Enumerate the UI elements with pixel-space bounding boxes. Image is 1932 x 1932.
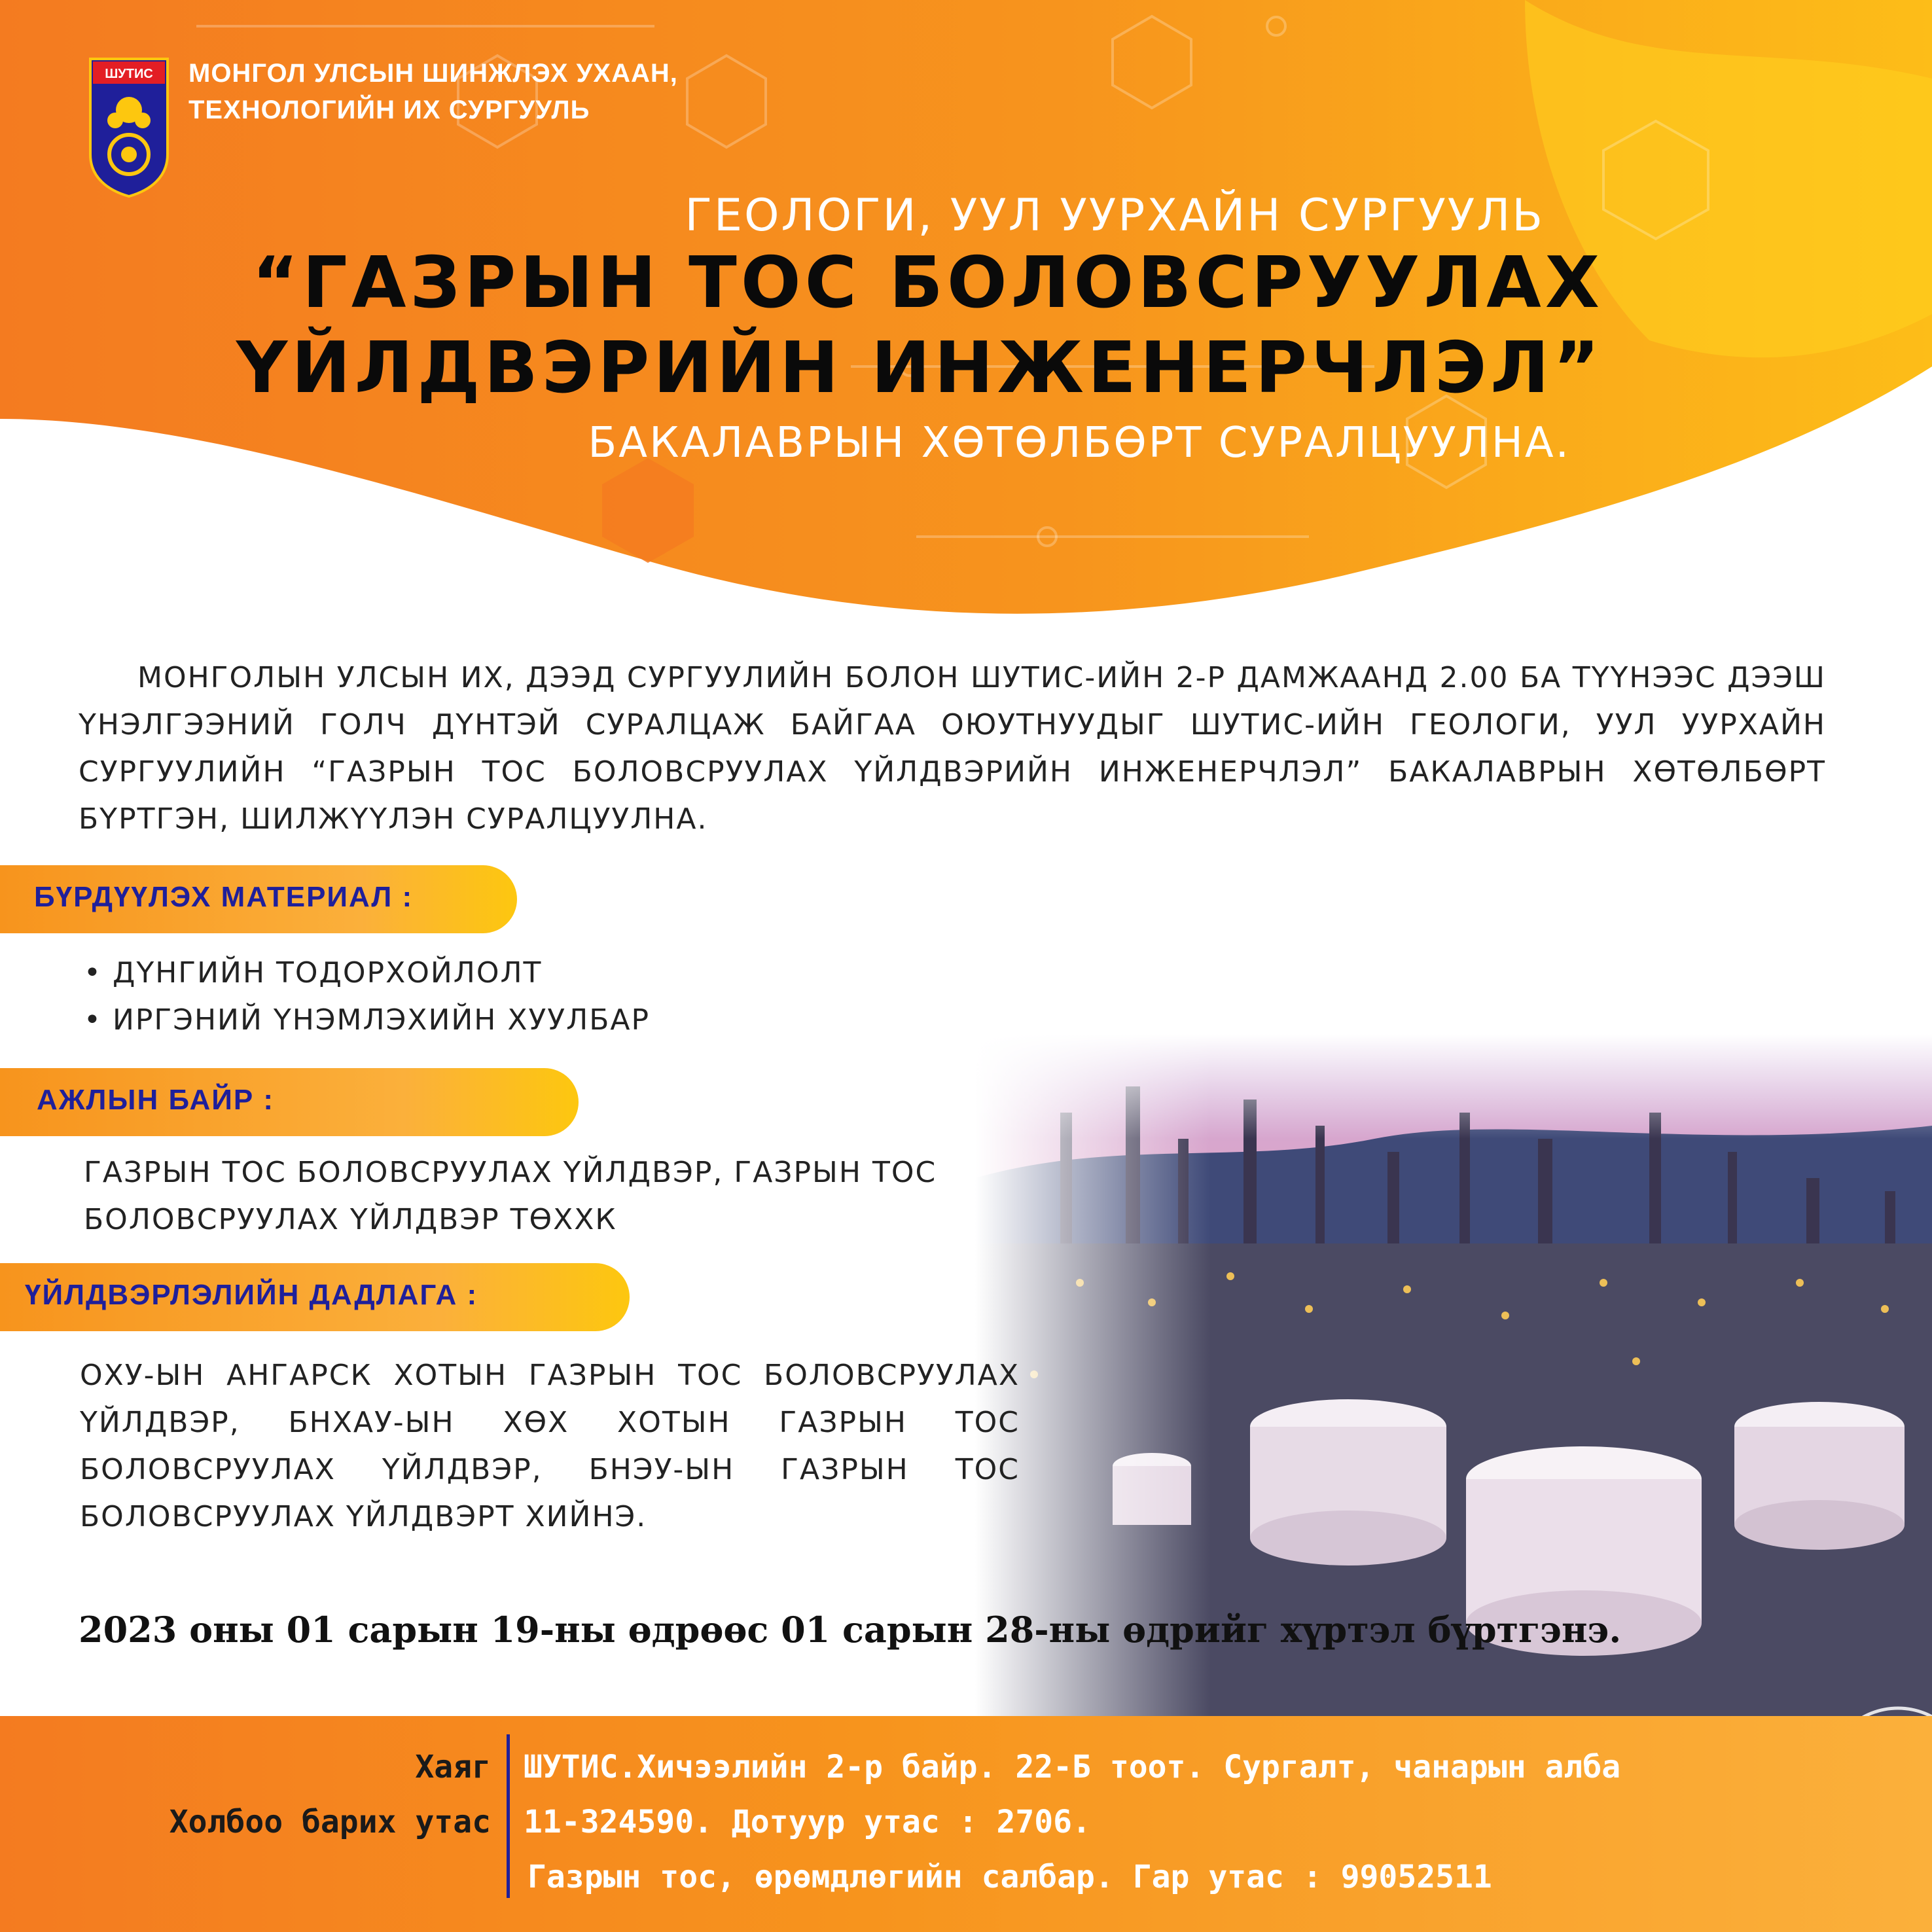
jobs-heading: АЖЛЫН БАЙР : [37, 1084, 275, 1116]
registration-deadline: 2023 оны 01 сарын 19-ны өдрөөс 01 сарын 28-ны өдрийг хүртэл бүртгэнэ. [79, 1609, 1622, 1651]
program-title [196, 241, 1603, 411]
jobs-line-1: ГАЗРЫН ТОС БОЛОВСРУУЛАХ ҮЙЛДВЭР, ГАЗРЫН ТОС [84, 1156, 937, 1189]
university-emblem-icon [88, 56, 170, 199]
materials-heading: БҮРДҮҮЛЭХ МАТЕРИАЛ : [34, 881, 414, 913]
university-name-line-2: ТЕХНОЛОГИЙН ИХ СУРГУУЛЬ [188, 96, 590, 124]
jobs-text [84, 1149, 1000, 1243]
address-value: ШУТИС.Хичээлийн 2-р байр. 22-Б тоот. Сургалт, чанарын алба [524, 1749, 1621, 1785]
mobile-phone-value: Газрын тос, өрөмдлөгийн салбар. Гар утас : 99052511 [528, 1859, 1492, 1895]
materials-item: • ДҮНГИЙН ТОДОРХОЙЛОЛТ [84, 956, 543, 990]
program-subtitle: БАКАЛАВРЫН ХӨТӨЛБӨРТ СУРАЛЦУУЛНА. [588, 419, 1571, 467]
address-label: Хаяг [415, 1749, 491, 1785]
phone-value: 11-324590. Дотуур утас : 2706. [524, 1804, 1091, 1840]
practice-text: ОХУ-ЫН АНГАРСК ХОТЫН ГАЗРЫН ТОС БОЛОВСРУУЛАХ ҮЙЛДВЭР, БНХАУ-ЫН ХӨХ ХОТЫН ГАЗРЫН ТОС БОЛОВСРУУЛАХ ҮЙЛДВЭР, БНЭУ-ЫН ГАЗРЫН ТОС БОЛОВСРУУЛАХ ҮЙЛДВЭРТ ХИЙНЭ. [80, 1359, 1020, 1533]
footer-divider [507, 1734, 510, 1898]
program-title-line-1: “ГАЗРЫН ТОС БОЛОВСРУУЛАХ [252, 242, 1603, 324]
jobs-line-2: БОЛОВСРУУЛАХ ҮЙЛДВЭР ТӨХХК [84, 1203, 617, 1236]
school-name: ГЕОЛОГИ, УУЛ УУРХАЙН СУРГУУЛЬ [685, 190, 1545, 241]
university-name-line-1: МОНГОЛ УЛСЫН ШИНЖЛЭХ УХААН, [188, 59, 678, 88]
practice-heading: ҮЙЛДВЭРЛЭЛИЙН ДАДЛАГА : [25, 1279, 478, 1311]
contact-label: Холбоо барих утас [169, 1804, 491, 1840]
university-name [188, 55, 678, 128]
intro-paragraph: МОНГОЛЫН УЛСЫН ИХ, ДЭЭД СУРГУУЛИЙН БОЛОН ШУТИС-ИЙН 2-Р ДАМЖААНД 2.00 БА ТҮҮНЭЭС ДЭЭШ ҮНЭЛГЭЭНИЙ ГОЛЧ ДҮНТЭЙ СУРАЛЦАЖ БАЙГАА ОЮУТНУУДЫГ ШУТИС-ИЙН ГЕОЛОГИ, УУЛ УУРХАЙН СУРГУУЛИЙН “ГАЗРЫН ТОС БОЛОВСРУУЛАХ ҮЙЛДВЭРИЙН ИНЖЕНЕРЧЛЭЛ” БАКАЛАВРЫН ХӨТӨЛБӨРТ БҮРТГЭН, ШИЛЖҮҮЛЭН СУРАЛЦУУЛНА. [79, 661, 1826, 836]
materials-item: • ИРГЭНИЙ ҮНЭМЛЭХИЙН ХУУЛБАР [84, 1003, 651, 1037]
logo-badge-text: ШУТИС [105, 67, 153, 81]
program-title-line-2: ҮЙЛДВЭРИЙН ИНЖЕНЕРЧЛЭЛ” [236, 327, 1603, 409]
university-logo [88, 56, 170, 199]
